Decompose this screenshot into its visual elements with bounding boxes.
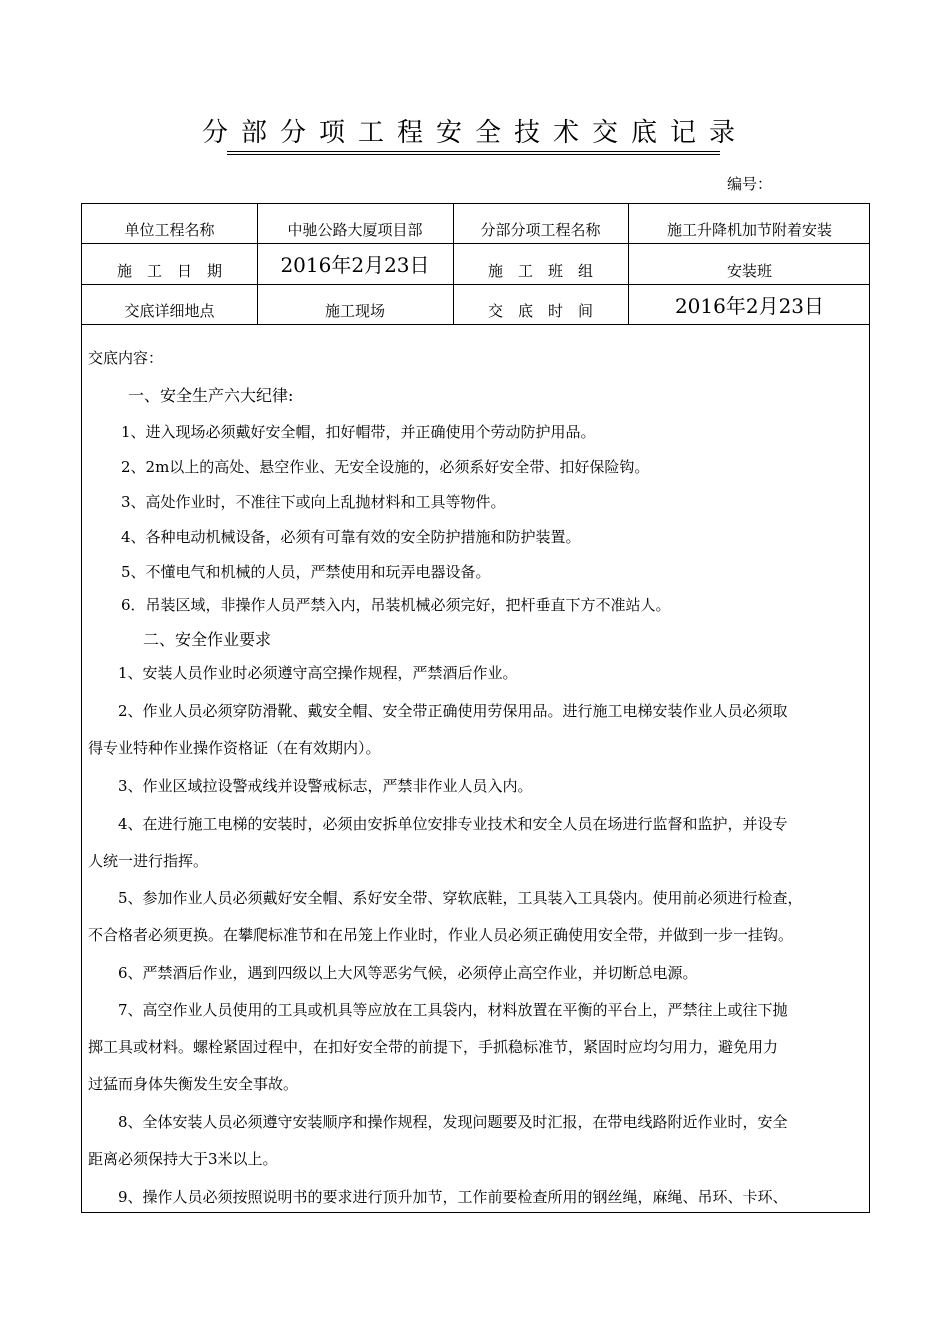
content-line: 人统一进行指挥。: [88, 852, 209, 870]
content-line: 6．吊装区域，非操作人员严禁入内，吊装机械必须完好，把杆垂直下方不准站人。: [121, 596, 671, 614]
title-underline: [227, 151, 720, 152]
content-line: 9、操作人员必须按照说明书的要求进行顶升加节，工作前要检查所用的钢丝绳，麻绳、吊环、卡环、: [118, 1188, 788, 1206]
section-heading: 二、安全作业要求: [143, 630, 272, 649]
number-label: 编号：: [727, 175, 773, 193]
content-line: 2、作业人员必须穿防滑靴、戴安全帽、安全带正确使用劳保用品。进行施工电梯安装作业人员必须取: [118, 702, 788, 720]
section-heading: 一、安全生产六大纪律:: [128, 386, 294, 405]
content-line: 掷工具或材料。螺栓紧固过程中，在扣好安全带的前提下，手抓稳标准节，紧固时应均匀用力，避免用力: [88, 1038, 779, 1056]
briefing-time-value: 2016年2月23日: [674, 293, 825, 318]
content-line: 过猛而身体失衡发生安全事故。: [88, 1075, 299, 1093]
construction-date-label: 施 工 日 期: [116, 262, 222, 280]
briefing-time-label: 交 底 时 间: [487, 301, 593, 320]
title-underline-second: [227, 154, 720, 155]
work-team-value: 安装班: [726, 262, 772, 280]
content-line: 3、作业区域拉设警戒线并设警戒标志，严禁非作业人员入内。: [118, 777, 533, 795]
content-line: 5、参加作业人员必须戴好安全帽、系好安全带、穿软底鞋，工具装入工具袋内。使用前必须进行检查，: [118, 889, 803, 907]
content-line: 1、进入现场必须戴好安全帽，扣好帽带，并正确使用个劳动防护用品。: [121, 423, 596, 441]
unit-project-label: 单位工程名称: [124, 221, 215, 239]
content-line: 得专业特种作业操作资格证（在有效期内）。: [88, 739, 381, 757]
content-line: 3、高处作业时，不准往下或向上乱抛材料和工具等物件。: [121, 493, 506, 511]
briefing-location-label: 交底详细地点: [124, 301, 215, 320]
unit-project-value: 中驰公路大厦项目部: [287, 221, 423, 239]
content-line: 4、各种电动机械设备，必须有可靠有效的安全防护措施和防护装置。: [121, 528, 581, 546]
content-line: 7、高空作业人员使用的工具或机具等应放在工具袋内，材料放置在平衡的平台上，严禁往上或往下抛: [118, 1001, 788, 1019]
briefing-location-value: 施工现场: [324, 301, 385, 320]
construction-date-value: 2016年2月23日: [280, 253, 430, 277]
work-team-label: 施 工 班 组: [487, 262, 593, 280]
content-heading: 交底内容：: [88, 349, 164, 367]
content-line: 4、在进行施工电梯的安装时，必须由安拆单位安排专业技术和安全人员在场进行监督和监护，并设专: [118, 815, 788, 833]
content-line: 8、全体安装人员必须遵守安装顺序和操作规程，发现问题要及时汇报，在带电线路附近作业时，安全: [118, 1113, 788, 1131]
content-line: 不合格者必须更换。在攀爬标准节和在吊笼上作业时，作业人员必须正确使用安全带，并做到一步一挂钩。: [88, 926, 794, 944]
content-line: 6、严禁酒后作业，遇到四级以上大风等恶劣气候，必须停止高空作业，并切断总电源。: [118, 964, 698, 982]
content-line: 距离必须保持大于3米以上。: [88, 1150, 278, 1168]
content-line: 2、2m以上的高处、悬空作业、无安全设施的，必须系好安全带、扣好保险钩。: [121, 458, 650, 476]
sub-project-label: 分部分项工程名称: [480, 221, 601, 239]
sub-project-value: 施工升降机加节附着安装: [666, 221, 832, 239]
page-title: 分部分项工程安全技术交底记录: [201, 118, 748, 148]
content-line: 1、安装人员作业时必须遵守高空操作规程，严禁酒后作业。: [118, 664, 518, 682]
content-line: 5、不懂电气和机械的人员，严禁使用和玩弄电器设备。: [121, 563, 491, 581]
